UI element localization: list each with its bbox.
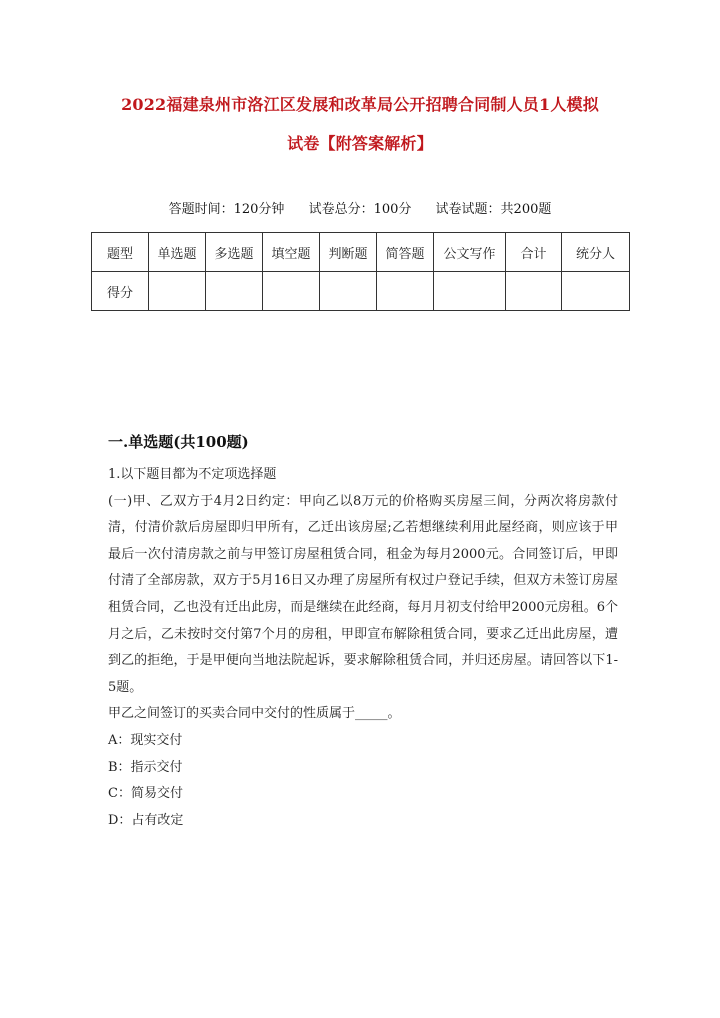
exam-meta (0, 200, 720, 220)
score-cell-fill-blank (263, 272, 320, 311)
header-cell-total: 合计 (506, 233, 562, 272)
score-cell-total (506, 272, 562, 311)
score-table-score-row (92, 272, 630, 311)
exam-question-count: 试卷试题：共200题 (435, 202, 552, 217)
question-passage: (一)甲、乙双方于4月2日约定：甲向乙以8万元的价格购买房屋三间，分两次将房款付清，付清价款后房屋即归甲所有，乙迁出该房屋;乙若想继续利用此屋经商，则应该于甲最后一次付清房款之前与甲签订房屋租赁合同，租金为每月2000元。合同签订后，甲即付清了全部房款，双方于5月16日又办理了房屋所有权过户登记手续，但双方未签订房屋租赁合同，乙也没有迁出此房，而是继续在此经商，每月月初支付给甲2000元房租。6个月之后，乙未按时交付第7个月的房租，甲即宣布解除租赁合同，要求乙迁出此房屋，遭到乙的拒绝，于是甲便向当地法院起诉，要求解除租赁合同，并归还房屋。请回答以下1-5题。 (108, 493, 618, 695)
header-cell-true-false: 判断题 (320, 233, 377, 272)
section-heading: 一.单选题(共100题) (108, 433, 249, 451)
option-c: C：简易交付 (108, 786, 183, 802)
exam-title-line-1: 2022福建泉州市洛江区发展和改革局公开招聘合同制人员1人模拟 (121, 95, 599, 114)
question-stem: 甲乙之间签订的买卖合同中交付的性质属于_____。 (108, 706, 401, 722)
score-cell-scorer (562, 272, 630, 311)
header-cell-type: 题型 (92, 233, 149, 272)
header-cell-official-writing: 公文写作 (434, 233, 506, 272)
score-cell-multiple-choice (206, 272, 263, 311)
score-row-label: 得分 (92, 272, 149, 311)
header-cell-scorer: 统分人 (562, 233, 630, 272)
option-b: B：指示交付 (108, 759, 183, 775)
score-cell-true-false (320, 272, 377, 311)
question-number-line: 1.以下题目都为不定项选择题 (108, 467, 277, 482)
option-d: D：占有改定 (108, 812, 184, 828)
header-cell-single-choice: 单选题 (149, 233, 206, 272)
option-a: A：现实交付 (108, 732, 183, 748)
score-cell-short-answer (377, 272, 434, 311)
exam-title-line-2: 试卷【附答案解析】 (287, 134, 433, 153)
header-cell-short-answer: 简答题 (377, 233, 434, 272)
question-block (108, 462, 618, 834)
header-cell-fill-blank: 填空题 (263, 233, 320, 272)
score-table (91, 232, 630, 311)
header-cell-multiple-choice: 多选题 (206, 233, 263, 272)
exam-total-score: 试卷总分：100分 (308, 202, 412, 217)
score-cell-official-writing (434, 272, 506, 311)
exam-time: 答题时间：120分钟 (168, 202, 285, 217)
score-cell-single-choice (149, 272, 206, 311)
score-table-header-row (92, 233, 630, 272)
